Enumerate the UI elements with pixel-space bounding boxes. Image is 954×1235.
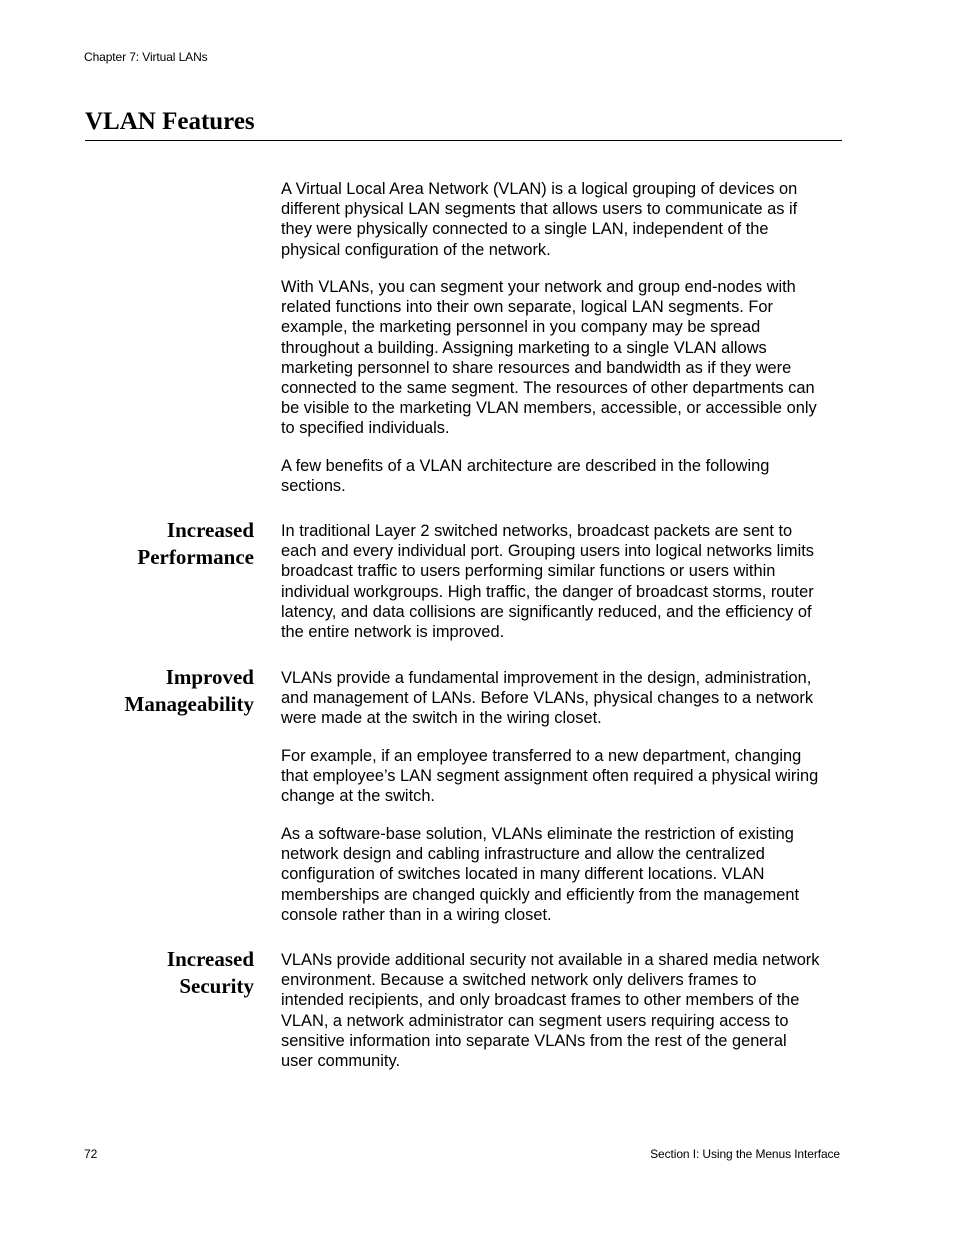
page-title: VLAN Features [85, 108, 255, 135]
running-header: Chapter 7: Virtual LANs [84, 50, 208, 64]
manageability-paragraph-2: For example, if an employee transferred to a new department, changing that employee’s LAN segment assignment often required a physical wiring change at the switch. [281, 747, 819, 806]
increased-security-heading: Increased Security [166, 947, 254, 998]
title-rule [85, 140, 842, 141]
intro-paragraph-2: With VLANs, you can segment your network and group end-nodes with related functions into their own separate, logical LAN segments. For example, the marketing personnel in you company may be spread throughout a building. Assigning marketing to a single VLAN allows marketing personnel to share resources and bandwidth as if they were connected to the same segment. The resources of other departments can be visible to the marketing VLAN members, accessible, or accessible only to specified individuals. [281, 278, 817, 438]
intro-paragraph-3: A few benefits of a VLAN architecture are described in the following sections. [281, 457, 770, 496]
security-paragraph: VLANs provide additional security not available in a shared media network environment. Because a switched network only delivers frames to intended recipients, and only broadcast frames to other members of the VLAN, a network administrator can segment users requiring access to sensitive information into separate VLANs from the rest of the general user community. [281, 951, 820, 1071]
increased-performance-heading: Increased Performance [137, 518, 254, 569]
manageability-paragraph-1: VLANs provide a fundamental improvement in the design, administration, and management of LANs. Before VLANs, physical changes to a network were made at the switch in the wiring closet. [281, 669, 814, 728]
page-number: 72 [84, 1147, 98, 1161]
performance-paragraph: In traditional Layer 2 switched networks, broadcast packets are sent to each and every individual port. Grouping users into logical networks limits broadcast traffic to users performing similar functions or users within individual workgroups. High traffic, the danger of broadcast storms, router latency, and data collisions are significantly reduced, and the efficiency of the entire network is improved. [281, 522, 814, 642]
footer-section-title: Section I: Using the Menus Interface [650, 1147, 840, 1161]
intro-paragraph-1: A Virtual Local Area Network (VLAN) is a logical grouping of devices on different physical LAN segments that allows users to communicate as if they were physically connected to a single LAN, independent of the physical configuration of the network. [281, 180, 798, 259]
improved-manageability-heading: Improved Manageability [124, 665, 254, 716]
manageability-paragraph-3: As a software-base solution, VLANs eliminate the restriction of existing network design and cabling infrastructure and allow the centralized configuration of switches located in many different locations. VLAN memberships are changed quickly and efficiently from the management console rather than in a wiring closet. [281, 825, 800, 924]
